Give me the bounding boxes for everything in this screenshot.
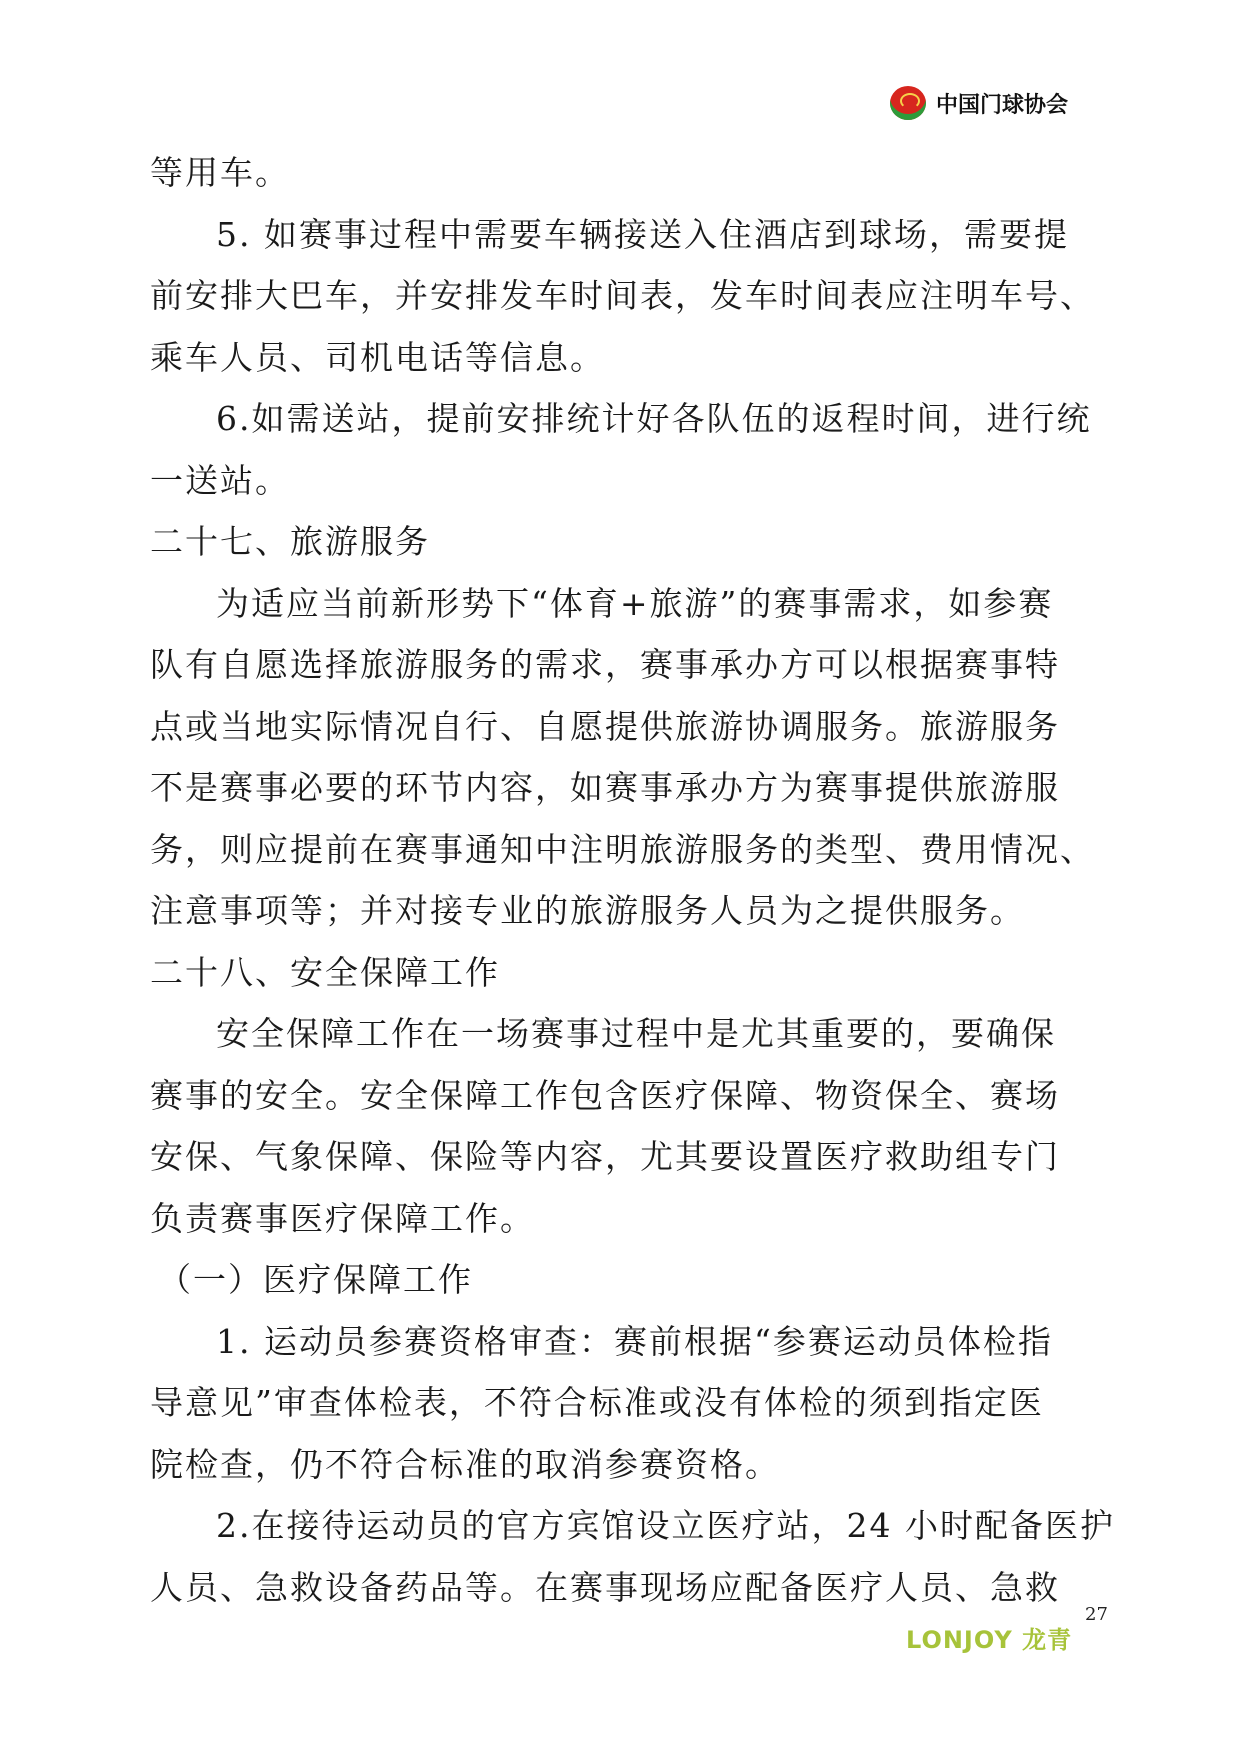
- text-line: 等用车。: [150, 153, 290, 192]
- text-line: 人员、急救设备药品等。在赛事现场应配备医疗人员、急救: [150, 1567, 1060, 1607]
- text-line: 5. 如赛事过程中需要车辆接送入住酒店到球场，需要提: [216, 214, 1069, 254]
- text-line: 安保、气象保障、保险等内容，尤其要设置医疗救助组专门: [150, 1137, 1060, 1176]
- text-line: 负责赛事医疗保障工作。: [150, 1198, 535, 1238]
- text-line: 6.如需送站，提前安排统计好各队伍的返程时间，进行统: [216, 399, 1092, 438]
- footer-brand-logo: LONJOY 龙青: [906, 1626, 1073, 1654]
- text-line: 队有自愿选择旅游服务的需求，赛事承办方可以根据赛事特: [150, 645, 1060, 684]
- text-line: 注意事项等；并对接专业的旅游服务人员为之提供服务。: [150, 891, 1025, 930]
- text-line: 1. 运动员参赛资格审查：赛前根据“参赛运动员体检指: [216, 1321, 1053, 1361]
- text-line: 导意见”审查体检表，不符合标准或没有体检的须到指定医: [150, 1383, 1044, 1422]
- text-line: 前安排大巴车，并安排发车时间表，发车时间表应注明车号、: [150, 276, 1095, 315]
- subsection-heading: （一）医疗保障工作: [158, 1260, 473, 1299]
- text-line: 一送站。: [150, 460, 290, 500]
- section-heading: 二十七、旅游服务: [150, 522, 430, 561]
- association-emblem-icon: [890, 86, 926, 120]
- text-line: 安全保障工作在一场赛事过程中是尤其重要的，要确保: [216, 1014, 1056, 1053]
- text-line: 务，则应提前在赛事通知中注明旅游服务的类型、费用情况、: [150, 829, 1095, 869]
- text-line: 院检查，仍不符合标准的取消参赛资格。: [150, 1444, 780, 1484]
- section-heading: 二十八、安全保障工作: [150, 952, 500, 992]
- text-line: 点或当地实际情况自行、自愿提供旅游协调服务。旅游服务: [150, 706, 1060, 746]
- page-number: 27: [1085, 1604, 1108, 1625]
- text-line: 2.在接待运动员的官方宾馆设立医疗站，24 小时配备医护: [216, 1506, 1115, 1545]
- text-line: 乘车人员、司机电话等信息。: [150, 337, 605, 377]
- header-logo: [890, 86, 1068, 120]
- text-line: 为适应当前新形势下“体育+旅游”的赛事需求，如参赛: [216, 583, 1054, 623]
- org-name: 中国门球协会: [936, 92, 1069, 118]
- text-line: 不是赛事必要的环节内容，如赛事承办方为赛事提供旅游服: [150, 768, 1060, 807]
- text-line: 赛事的安全。安全保障工作包含医疗保障、物资保全、赛场: [150, 1075, 1060, 1115]
